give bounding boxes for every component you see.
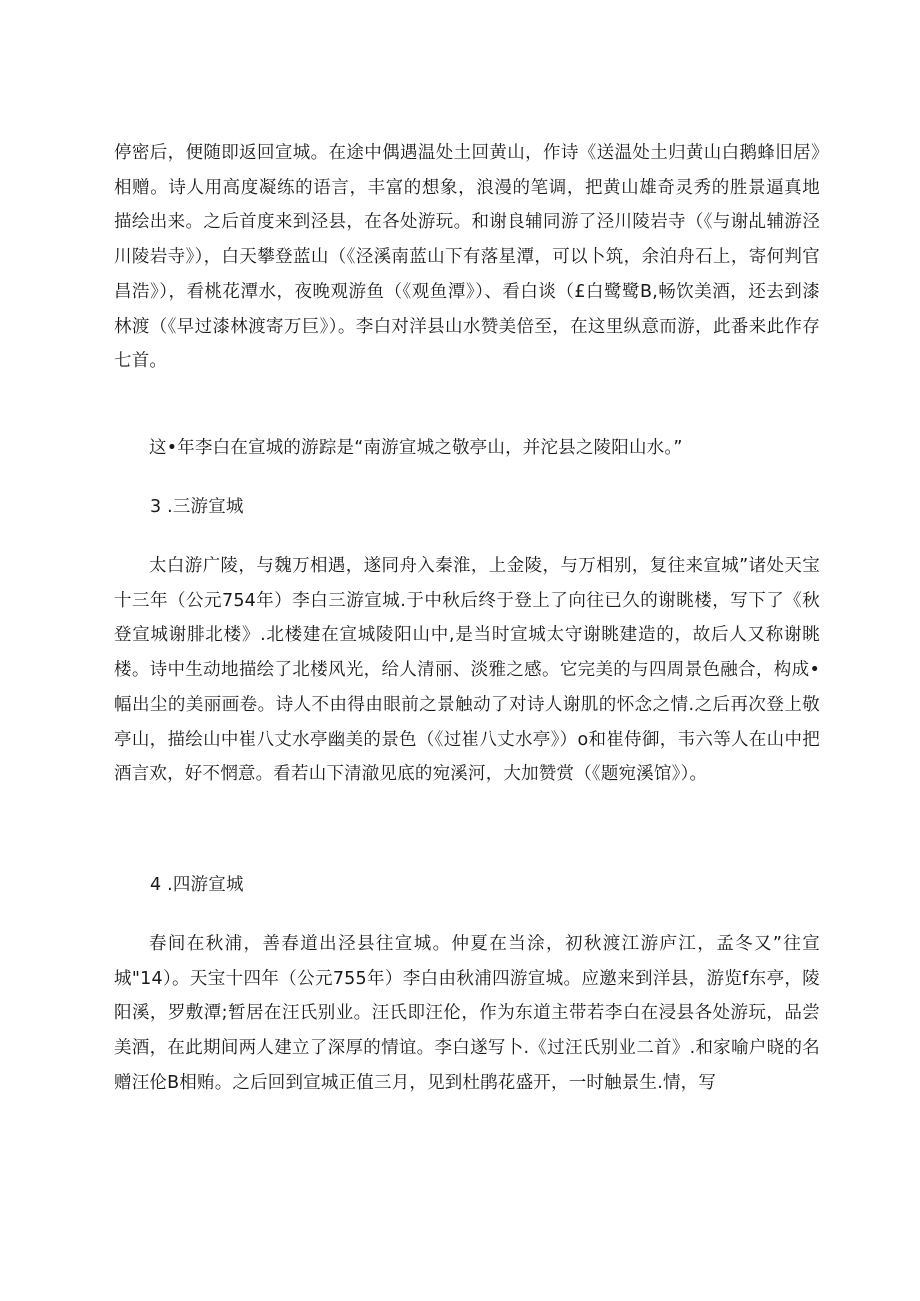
section-heading-3: 3 .三游宣城 [150, 497, 244, 517]
section-heading-4: 4 .四游宣城 [150, 875, 244, 895]
body-paragraph-3: 太白游广陵，与魏万相遇，遂同舟入秦淮，上金陵，与万相别，复往来宣城”诸处天宝十三年（公元754年）李白三游宣城.于中秋后终于登上了向往已久的谢眺楼，写下了《秋登宣城谢腓北楼》.北楼建在宣城陵阳山中,是当时宣城太守谢眺建造的，故后人又称谢眺楼。诗中生动地描绘了北楼风光，给人清丽、淡雅之感。它完美的与四周景色融合，构成•幅出尘的美丽画卷。诗人不由得由眼前之景触动了对诗人谢肌的怀念之情.之后再次登上敬亭山，描绘山中崔八丈水亭幽美的景色（《过崔八丈水亭》）o和崔侍御，韦六等人在山中把酒言欢，好不惘意。看若山下清澈见底的宛溪河，大加赞赏（《题宛溪馆》）。 [114, 556, 820, 785]
body-paragraph-4: 春间在秋浦，善春道出泾县往宣城。仲夏在当涂，初秋渡江游庐江，孟冬又”往宣城"14）。天宝十四年（公元755年）李白由秋浦四游宣城。应邀来到洋县，游览f东亭，陵阳溪，罗敷潭;暂居在汪氏别业。汪氏即汪伦，作为东道主带若李白在浸县各处游玩，品尝美酒，在此期间两人建立了深厚的情谊。李白遂写卜.《过汪氏别业二首》.和家喻户晓的名赠汪伦B相贿。之后回到宣城正值三月，见到杜鹃花盛开，一时触景生.情，写 [114, 934, 820, 1093]
body-paragraph-1: 停密后，便随即返回宣城。在途中偶遇温处土回黄山，作诗《送温处土归黄山白鹅蜂旧居》相赠。诗人用高度凝练的语言，丰富的想象，浪漫的笔调，把黄山雄奇灵秀的胜景逼真地描绘出来。之后首度来到泾县，在各处游玩。和谢良辅同游了泾川陵岩寺（《与谢乩辅游泾川陵岩寺》），白天攀登蓝山（《泾溪南蓝山下有落星潭，可以卜筑，余泊舟石上，寄何判官昌浩》），看桃花潭水，夜晚观游鱼（《观鱼潭》）、看白谈（£白鹭鹭B,畅饮美酒，还去到漆林渡（《早过漆林渡寄万巨》）。李白对洋县山水赞美倍至，在这里纵意而游，此番来此作存七首。 [114, 143, 820, 372]
body-paragraph-2: 这•年李白在宣城的游踪是“南游宣城之敬亭山，并沱县之陵阳山水。” [149, 438, 683, 458]
